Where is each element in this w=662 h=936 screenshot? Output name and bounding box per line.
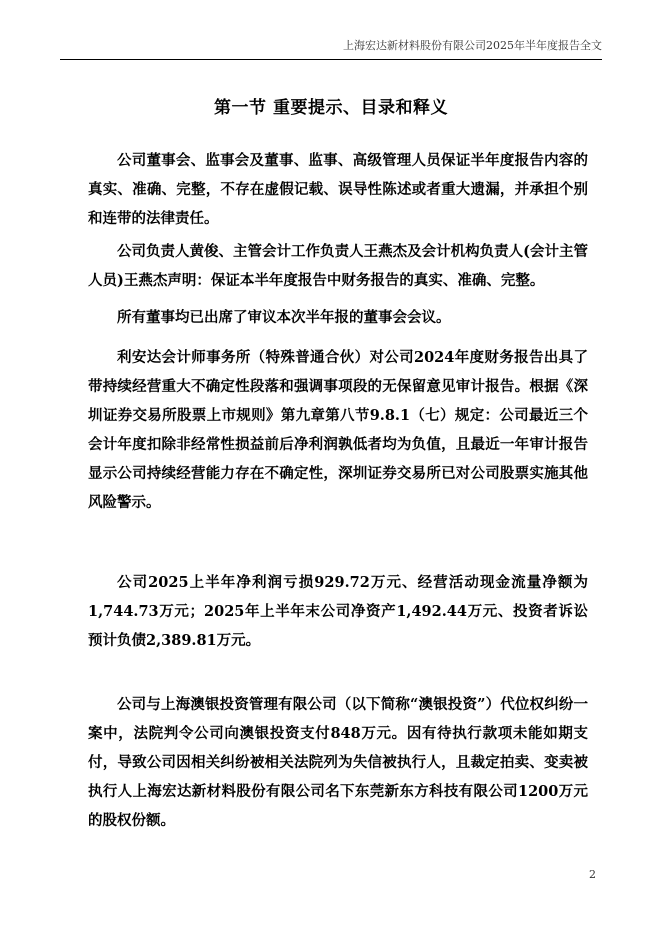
page-number: 2: [589, 868, 596, 881]
running-header: 上海宏达新材料股份有限公司2025年半年度报告全文: [343, 39, 602, 52]
paragraph-financial-summary: 公司2025上半年净利润亏损929.72万元、经营活动现金流量净额为1,744.73万元；2025年上半年末公司净资产1,492.44万元、投资者诉讼预计负债2,389.81万元。: [88, 574, 588, 649]
header-divider: [60, 59, 602, 60]
paragraph-audit-opinion: 利安达会计师事务所（特殊普通合伙）对公司2024年度财务报告出具了带持续经营重大不确定性段落和强调事项段的无保留意见审计报告。根据《深圳证券交易所股票上市规则》第九章第八节9.8.1（七）规定：公司最近三个会计年度扣除非经常性损益前后净利润孰低者均为负值，且最近一年审计报告显示公司持续经营能力存在不确定性，深圳证券交易所已对公司股票实施其他风险警示。: [88, 349, 588, 511]
paragraph-director-attendance: 所有董事均已出席了审议本次半年报的董事会会议。: [117, 309, 451, 326]
section-title: 第一节 重要提示、目录和释义: [214, 98, 448, 118]
paragraph-litigation: 公司与上海澳银投资管理有限公司（以下简称“澳银投资”）代位权纠纷一案中，法院判令公司向澳银投资支付848万元。因有待执行款项未能如期支付，导致公司因相关纠纷被相关法院列为失信被执行人，且裁定拍卖、变卖被执行人上海宏达新材料股份有限公司名下东莞新东方科技有限公司1200万元的股权份额。: [88, 696, 588, 829]
paragraph-board-guarantee: 公司董事会、监事会及董事、监事、高级管理人员保证半年度报告内容的真实、准确、完整，不存在虚假记载、误导性陈述或者重大遗漏，并承担个别和连带的法律责任。: [88, 152, 588, 227]
paragraph-responsible-persons: 公司负责人黄俊、主管会计工作负责人王燕杰及会计机构负责人(会计主管人员)王燕杰声明：保证本半年度报告中财务报告的真实、准确、完整。: [88, 243, 588, 289]
